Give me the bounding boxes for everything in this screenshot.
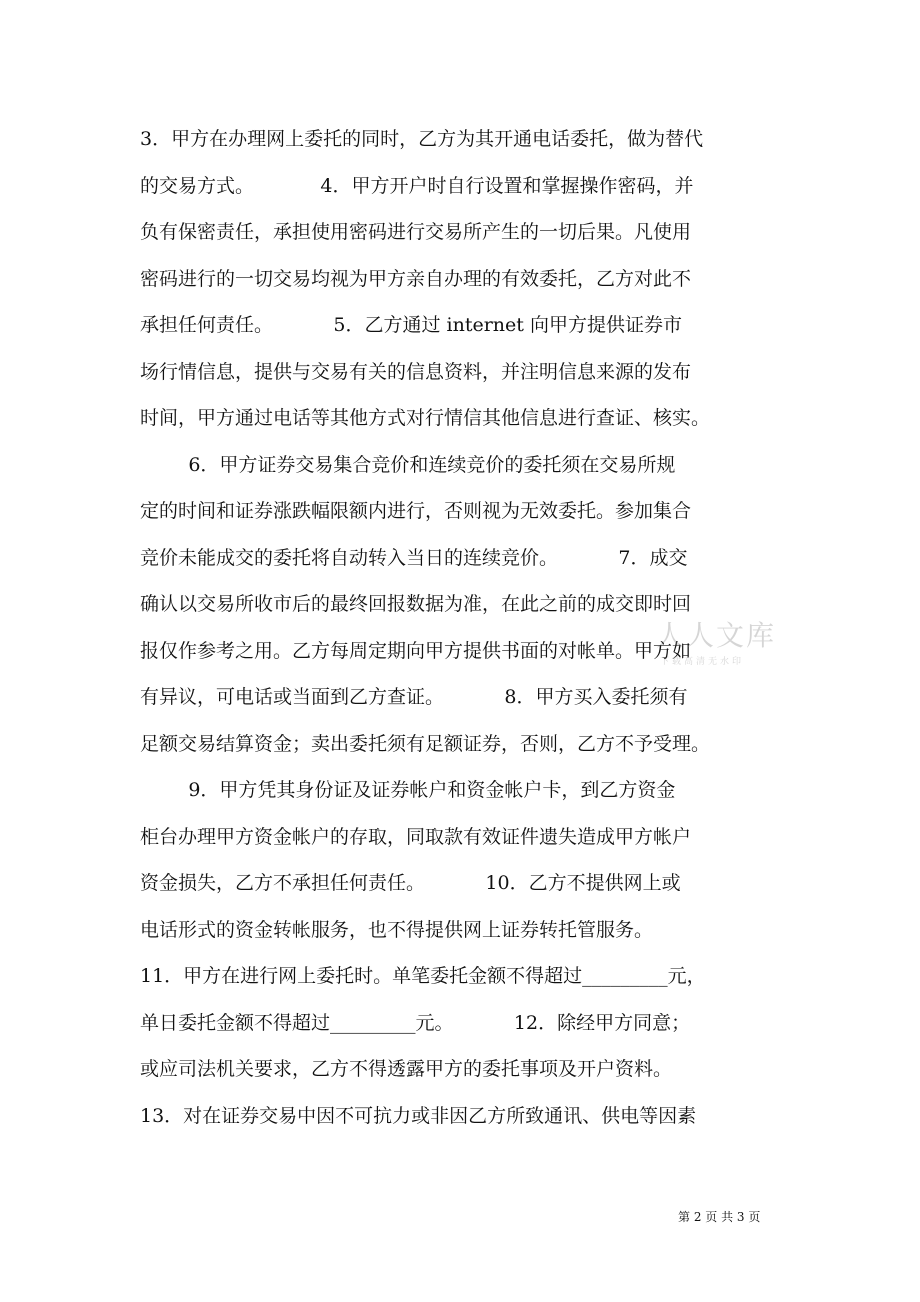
text-line: 或应司法机关要求，乙方不得透露甲方的委托事项及开户资料。 — [140, 1058, 673, 1080]
text-line: 场行情信息，提供与交易有关的信息资料，并注明信息来源的发布 — [140, 360, 692, 383]
text-line: 电话形式的资金转帐服务，也不得提供网上证券转托管服务。 — [140, 918, 654, 941]
text-line: 报仅作参考之用。乙方每周定期向甲方提供书面的对帐单。甲方如 — [140, 639, 692, 662]
text-line: 有异议，可电话或当面到乙方查证。 8．甲方买入委托须有 — [140, 686, 688, 708]
document-body — [140, 116, 780, 1139]
text-line: 柜台办理甲方资金帐户的存取，同取款有效证件遗失造成甲方帐户 — [140, 825, 692, 848]
text-line: 确认以交易所收市后的最终回报数据为准，在此之前的成交即时回 — [140, 593, 692, 615]
text-line: 3．甲方在办理网上委托的同时，乙方为其开通电话委托，做为替代 — [140, 128, 704, 150]
text-line: 13．对在证券交易中因不可抗力或非因乙方所致通讯、供电等因素 — [140, 1104, 697, 1127]
text-line: 承担任何责任。 5．乙方通过 internet 向甲方提供证券市 — [140, 314, 682, 336]
text-line: 定的时间和证券涨跌幅限额内进行，否则视为无效委托。参加集合 — [140, 500, 692, 522]
text-line: 9．甲方凭其身份证及证券帐户和资金帐户卡，到乙方资金 — [140, 779, 676, 801]
text-line: 密码进行的一切交易均视为甲方亲自办理的有效委托，乙方对此不 — [140, 267, 692, 290]
text-line: 的交易方式。 4．甲方开户时自行设置和掌握操作密码，并 — [140, 174, 694, 197]
watermark-title: 人人文库 — [656, 619, 777, 652]
watermark-subtitle: 下载高清无水印 — [660, 657, 745, 667]
text-line: 单日委托金额不得超过_________元。 12．除经甲方同意； — [140, 1011, 691, 1034]
text-line: 资金损失，乙方不承担任何责任。 10．乙方不提供网上或 — [140, 872, 681, 894]
text-line: 时间，甲方通过电话等其他方式对行情信其他信息进行查证、核实。 — [140, 407, 711, 429]
text-line: 负有保密责任，承担使用密码进行交易所产生的一切后果。凡使用 — [140, 221, 692, 243]
text-line: 足额交易结算资金；卖出委托须有足额证券，否则，乙方不予受理。 — [140, 732, 711, 755]
page-number: 第 2 页 共 3 页 — [678, 1210, 761, 1224]
text-line: 竞价未能成交的委托将自动转入当日的连续竞价。 7．成交 — [140, 546, 688, 569]
text-line: 11．甲方在进行网上委托时。单笔委托金额不得超过_________元， — [140, 965, 706, 987]
text-line: 6．甲方证券交易集合竞价和连续竞价的委托须在交易所规 — [140, 453, 676, 476]
